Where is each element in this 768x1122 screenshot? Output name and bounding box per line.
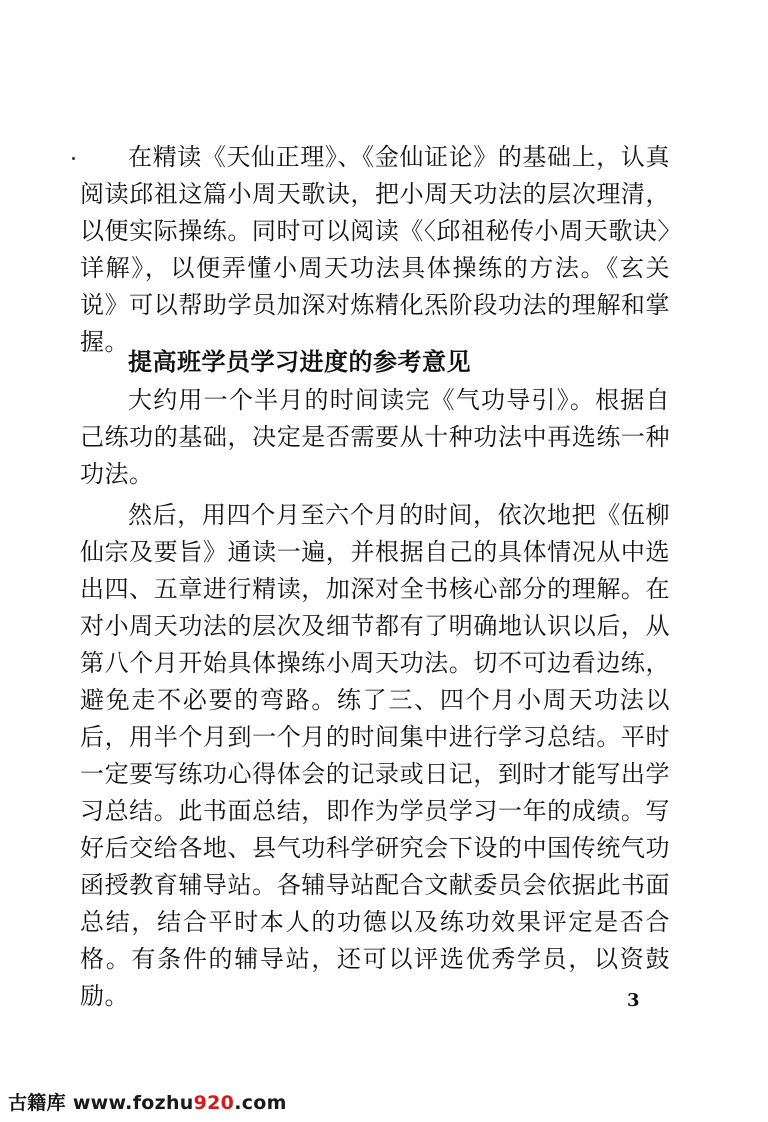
watermark-site-name: 古籍库 — [8, 1092, 66, 1114]
section-heading: 提高班学员学习进度的参考意见 — [128, 348, 471, 376]
watermark-domain-prefix: www.fozhu — [72, 1092, 194, 1114]
section-body — [80, 382, 670, 1015]
scan-speck — [72, 157, 75, 160]
intro-paragraph: 在精读《天仙正理》、《金仙证论》的基础上，认真阅读邱祖这篇小周天歌诀，把小周天功法的层次理清，以便实际操练。同时可以阅读《〈邱祖秘传小周天歌诀〉详解》，以便弄懂小周天功法具体操练的方法。《玄关说》可以帮助学员加深对炼精化炁阶段功法的理解和掌握。 — [80, 143, 670, 356]
body-paragraph-1: 大约用一个半月的时间读完《气功导引》。根据自己练功的基础，决定是否需要从十种功法中再选练一种功法。 — [80, 386, 670, 488]
page-number: 3 — [627, 990, 640, 1011]
watermark-domain-accent: 920 — [193, 1092, 235, 1114]
intro-text-block — [80, 139, 670, 361]
watermark-domain-suffix: .com — [234, 1092, 287, 1114]
site-watermark — [8, 1088, 287, 1115]
body-paragraph-2: 然后，用四个月至六个月的时间，依次地把《伍柳仙宗及要旨》通读一遍，并根据自己的具体情况从中选出四、五章进行精读，加深对全书核心部分的理解。在对小周天功法的层次及细节都有了明确地认识以后，从第八个月开始具体操练小周天功法。切不可边看边练，避免走不必要的弯路。练了三、四个月小周天功法以后，用半个月到一个月的时间集中进行学习总结。平时一定要写练功心得体会的记录或日记，到时才能写出学习总结。此书面总结，即作为学员学习一年的成绩。写好后交给各地、县气功科学研究会下设的中国传统气功函授教育辅导站。各辅导站配合文献委员会依据此书面总结，结合平时本人的功德以及练功效果评定是否合格。有条件的辅导站，还可以评选优秀学员，以资鼓励。 — [80, 501, 670, 1010]
